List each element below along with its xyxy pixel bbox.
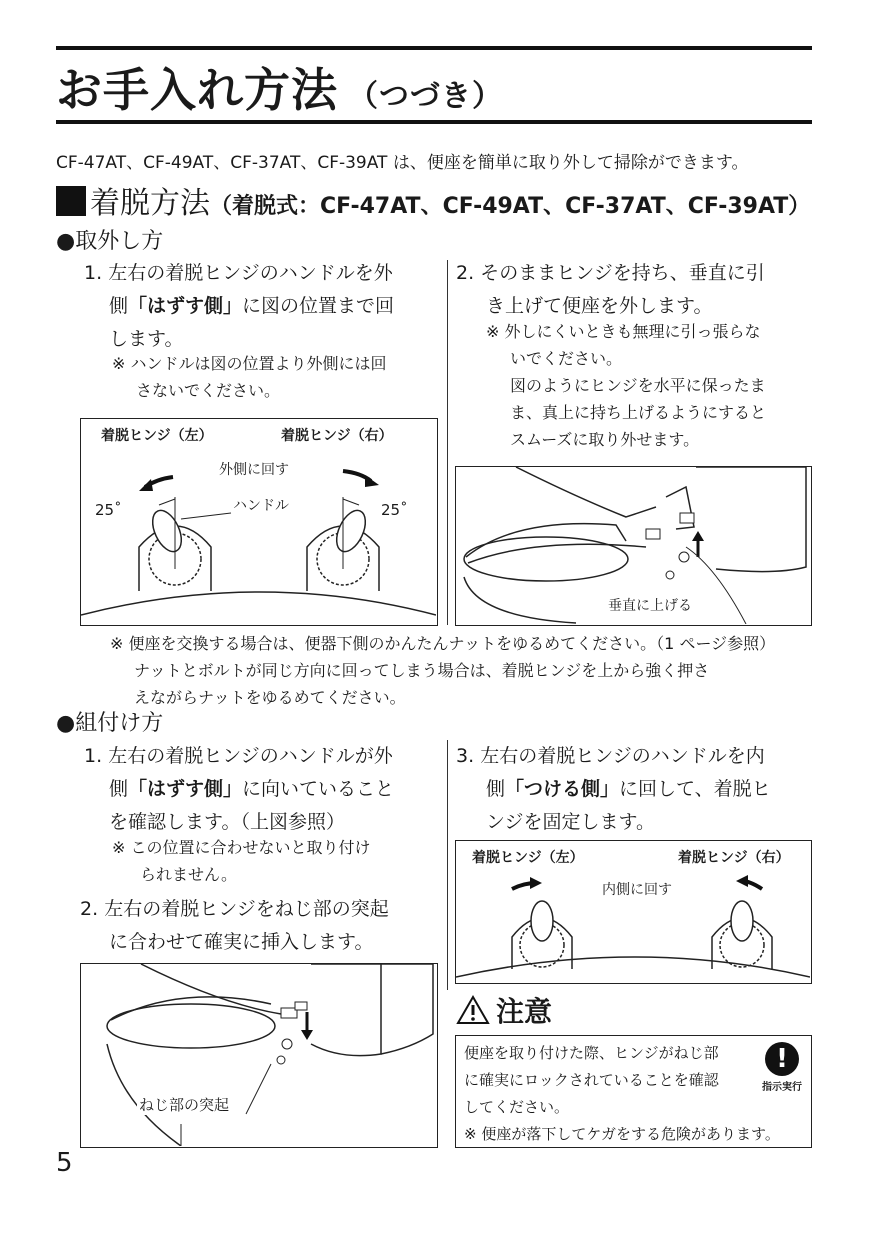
- caution-title: 注意: [496, 995, 553, 1028]
- figure-hinge-outside: [80, 418, 438, 626]
- install-heading: ●組付け方: [56, 711, 164, 736]
- lift-label: 垂直に上げる: [606, 595, 694, 615]
- caution-line: に確実にロックされていることを確認: [464, 1071, 719, 1089]
- removal-step-2: [456, 257, 816, 323]
- angle-left-label: 25˚: [95, 501, 122, 519]
- removal-step-2-note: [486, 318, 816, 453]
- step-number: 3.: [456, 745, 475, 767]
- step-text: 側: [486, 778, 506, 800]
- note-line: ナットとボルトが同じ方向に回ってしまう場合は、着脱ヒンジを上から強く押さ: [134, 661, 710, 680]
- step-text: に回して、着脱ヒ: [619, 778, 771, 800]
- step-emphasis: 「はずす側」: [128, 295, 243, 317]
- step-text: を確認します。（上図参照）: [109, 811, 345, 833]
- intro-text: CF-47AT、CF-49AT、CF-37AT、CF-39AT は、便座を簡単に取り外して掃除ができます。: [56, 153, 749, 173]
- note-line: ※ 便座を交換する場合は、便器下側のかんたんナットをゆるめてください。（1 ページ参照）: [110, 634, 776, 653]
- step-number: 2.: [80, 898, 99, 920]
- step-number: 1.: [84, 262, 103, 284]
- screw-protrusion-label: ねじ部の突起: [139, 1096, 230, 1114]
- step-text: 側: [109, 295, 129, 317]
- removal-heading: ●取外し方: [56, 229, 164, 254]
- note-line: ※ 外しにくいときも無理に引っ張らな: [486, 322, 761, 341]
- handle-label: ハンドル: [233, 498, 289, 514]
- note-line: 図のようにヒンジを水平に保ったま: [510, 376, 766, 395]
- note-line: さないでください。: [136, 381, 281, 400]
- caution-heading: [456, 990, 552, 1030]
- hinge-inside-illustration: [456, 841, 810, 982]
- exclamation-icon: !: [765, 1042, 799, 1076]
- caution-line: 便座を取り付けた際、ヒンジがねじ部: [464, 1044, 719, 1062]
- install-step-3: [456, 740, 816, 839]
- step-emphasis: 「はずす側」: [128, 778, 243, 800]
- square-bullet-icon: [56, 186, 86, 216]
- install-step-1: [84, 740, 444, 839]
- left-hinge-label: 着脱ヒンジ（左）: [101, 428, 213, 444]
- replacement-note: [110, 630, 820, 711]
- caution-box: [455, 1035, 812, 1148]
- caution-line: してください。: [464, 1098, 570, 1116]
- note-line: ま、真上に持ち上げるようにすると: [510, 403, 767, 422]
- removal-step-1: [84, 257, 444, 356]
- step-text: そのままヒンジを持ち、垂直に引: [480, 262, 765, 284]
- install-step-2: [80, 893, 445, 959]
- step-text: き上げて便座を外します。: [486, 295, 713, 317]
- section-title: 着脱方法: [90, 186, 210, 221]
- page-title-main: お手入れ方法: [56, 63, 338, 117]
- note-line: いでください。: [510, 349, 623, 368]
- column-divider: [447, 740, 448, 990]
- note-line: スムーズに取り外せます。: [510, 430, 700, 449]
- page-title-sub: （つづき）: [348, 79, 503, 114]
- warning-triangle-icon: [456, 995, 490, 1025]
- step-text: に合わせて確実に挿入します。: [109, 931, 374, 953]
- step-text: に図の位置まで回: [242, 295, 395, 317]
- top-rule: [56, 46, 812, 50]
- figure-insert-hinge: [80, 963, 438, 1148]
- step-number: 1.: [84, 745, 103, 767]
- note-line: ※ ハンドルは図の位置より外側には回: [112, 354, 387, 373]
- note-line: ※ この位置に合わせないと取り付け: [112, 838, 371, 857]
- mandatory-badge-label: 指示実行: [762, 1082, 802, 1093]
- note-line: えながらナットをゆるめてください。: [134, 688, 406, 707]
- right-hinge-label: 着脱ヒンジ（右）: [678, 850, 790, 866]
- step-text: 左右の着脱ヒンジをねじ部の突起: [104, 898, 389, 920]
- step-number: 2.: [456, 262, 475, 284]
- hinge-illustration: [81, 419, 436, 624]
- insert-hinge-illustration: [81, 964, 436, 1146]
- right-hinge-label: 着脱ヒンジ（右）: [281, 428, 393, 444]
- removal-step-1-note: [112, 350, 442, 404]
- turn-inside-label: 内側に回す: [602, 882, 672, 898]
- page-number: 5: [56, 1148, 73, 1178]
- mandatory-badge: [759, 1042, 805, 1093]
- step-emphasis: 「つける側」: [505, 778, 620, 800]
- section-heading: [56, 178, 810, 222]
- left-hinge-label: 着脱ヒンジ（左）: [472, 850, 584, 866]
- page-title: [56, 54, 503, 120]
- install-step-1-note: [112, 834, 442, 888]
- angle-right-label: 25˚: [381, 501, 408, 519]
- figure-lift-vertical: [455, 466, 812, 626]
- note-line: られません。: [140, 865, 237, 884]
- step-text: に向いていること: [242, 778, 395, 800]
- step-text: 左右の着脱ヒンジのハンドルを内: [480, 745, 765, 767]
- step-text: します。: [109, 328, 184, 350]
- step-text: ンジを固定します。: [486, 811, 656, 833]
- step-text: 左右の着脱ヒンジのハンドルが外: [108, 745, 393, 767]
- step-text: 左右の着脱ヒンジのハンドルを外: [108, 262, 393, 284]
- step-text: 側: [109, 778, 129, 800]
- turn-outside-label: 外側に回す: [219, 462, 289, 478]
- title-bottom-rule: [56, 120, 812, 124]
- column-divider: [447, 260, 448, 625]
- figure-hinge-inside: [455, 840, 812, 984]
- section-models: （着脱式：CF-47AT、CF-49AT、CF-37AT、CF-39AT）: [210, 194, 811, 219]
- caution-text: [464, 1040, 780, 1148]
- caution-line: ※ 便座が落下してケガをする危険があります。: [464, 1125, 780, 1143]
